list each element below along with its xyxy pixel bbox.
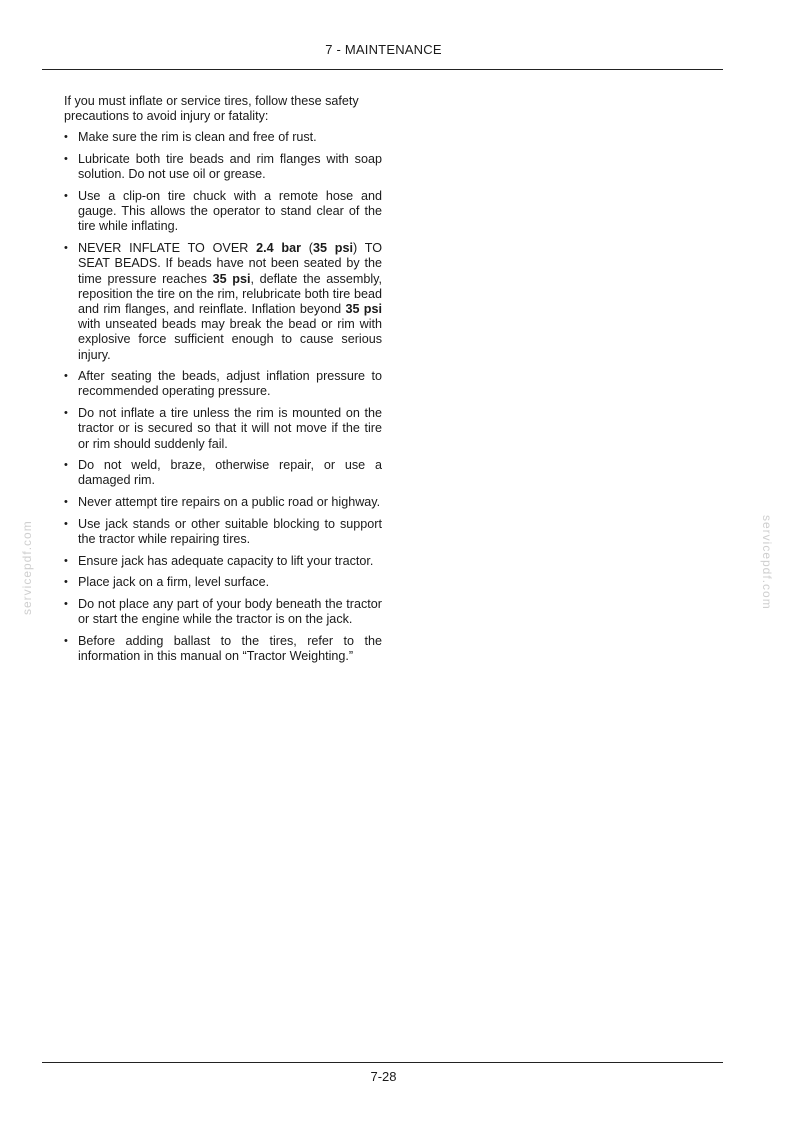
text-run: , deflate the assembly, reposition the tire on the rim, relubricate both tire bead and rim flanges, and reinflate. Inflation beyond (78, 271, 383, 316)
page-header-title: 7 - MAINTENANCE (325, 42, 442, 57)
intro-paragraph: If you must inflate or service tires, follow these safety precautions to avoid injury or fatality: (64, 94, 359, 124)
text-run: with unseated beads may break the bead or rim with explosive force sufficient enough to cause serious injury. (78, 317, 382, 362)
bullet-dot: • (64, 131, 68, 144)
text-run: NEVER INFLATE TO OVER (78, 241, 257, 256)
list-item-text: After seating the beads, adjust inflation pressure to recommended operating pressure. (78, 369, 382, 399)
bullet-dot: • (64, 370, 68, 383)
list-item (64, 152, 382, 182)
list-item (64, 597, 382, 627)
list-item (64, 130, 382, 145)
list-item (64, 458, 382, 488)
bullet-dot: • (64, 517, 68, 530)
list-item-text: Place jack on a firm, level surface. (78, 575, 270, 590)
list-item (64, 495, 382, 510)
bullet-dot: • (64, 598, 68, 611)
list-item (64, 517, 382, 547)
list-item-text: Never attempt tire repairs on a public road or highway. (78, 495, 381, 510)
bullet-dot: • (64, 407, 68, 420)
bullet-dot: • (64, 242, 68, 255)
list-item-text: Use a clip-on tire chuck with a remote hose and gauge. This allows the operator to stand clear of the tire while inflating. (78, 189, 382, 234)
bold-value: 35 psi (312, 241, 353, 256)
list-item-text: Ensure jack has adequate capacity to lift your tractor. (78, 553, 374, 568)
bullet-dot: • (64, 190, 68, 203)
bullet-dot: • (64, 576, 68, 589)
text-run: ) TO SEAT BEADS. If beads have not been seated by the time pressure reaches (78, 241, 382, 286)
safety-bullet-list (64, 130, 382, 664)
bullet-dot: • (64, 496, 68, 509)
list-item-text: Lubricate both tire beads and rim flanges with soap solution. Do not use oil or grease. (78, 152, 382, 182)
list-item (64, 406, 382, 452)
list-item (64, 189, 382, 235)
watermark-right: servicepdf.com (760, 515, 774, 610)
list-item-text: Do not inflate a tire unless the rim is mounted on the tractor or is secured so that it will not move if the tire or rim should suddenly fail. (78, 406, 382, 451)
bullet-dot: • (64, 459, 68, 472)
bold-value: 35 psi (212, 271, 251, 286)
list-item (64, 554, 382, 569)
main-content (64, 94, 382, 671)
bold-value: 35 psi (345, 301, 382, 316)
list-item-text (78, 241, 382, 361)
list-item-text: Before adding ballast to the tires, refer to the information in this manual on “Tractor Weighting.” (78, 634, 382, 664)
list-item (64, 575, 382, 590)
list-item (64, 241, 382, 363)
bold-value: 2.4 bar (256, 241, 301, 256)
watermark-left: servicepdf.com (20, 520, 34, 615)
text-run: ( (301, 241, 313, 256)
list-item (64, 634, 382, 664)
page-number: 7-28 (370, 1069, 397, 1084)
bullet-dot: • (64, 554, 68, 567)
list-item (64, 369, 382, 399)
list-item-text: Use jack stands or other suitable blocking to support the tractor while repairing tires. (78, 516, 382, 547)
list-item-text: Do not weld, braze, otherwise repair, or use a damaged rim. (78, 458, 382, 488)
list-item-text: Do not place any part of your body beneath the tractor or start the engine while the tractor is on the jack. (78, 597, 382, 627)
footer-divider (42, 1062, 723, 1063)
bullet-dot: • (64, 153, 68, 166)
bullet-dot: • (64, 635, 68, 648)
header-divider (42, 69, 723, 70)
list-item-text: Make sure the rim is clean and free of rust. (78, 130, 317, 145)
